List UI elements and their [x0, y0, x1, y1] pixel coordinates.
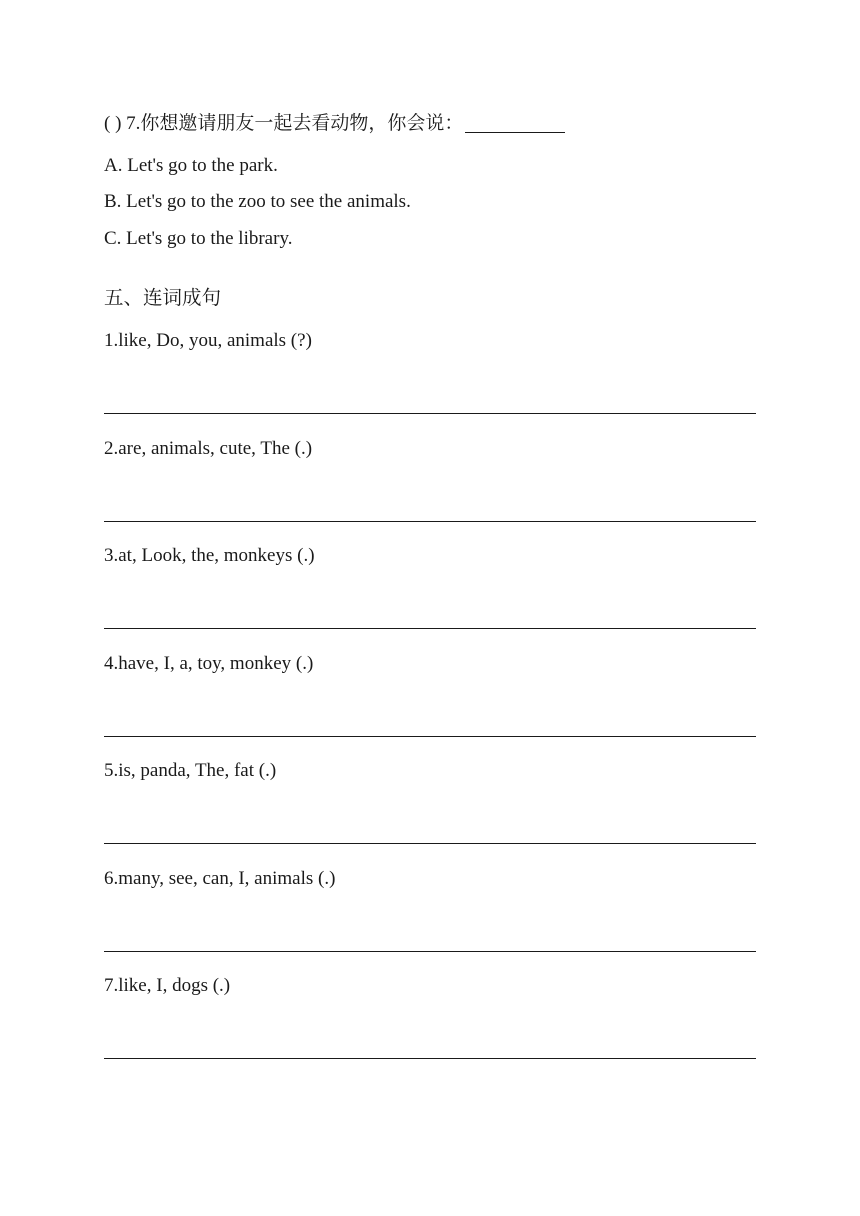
answer-line[interactable] — [104, 843, 756, 844]
section-title: 五、连词成句 — [104, 286, 222, 309]
item-prompt: 3.at, Look, the, monkeys (.) — [104, 545, 315, 566]
item-prompt: 2.are, animals, cute, The (.) — [104, 438, 313, 459]
question-7 — [104, 108, 565, 139]
sentence-item-6 — [104, 866, 756, 974]
item-prompt: 4.have, I, a, toy, monkey (.) — [104, 653, 314, 674]
option-c: C. Let's go to the library. — [104, 228, 293, 249]
sentence-item-1 — [104, 328, 756, 436]
answer-line[interactable] — [104, 628, 756, 629]
answer-line[interactable] — [104, 1058, 756, 1059]
question-text: 你想邀请朋友一起去看动物，你会说： — [140, 112, 464, 134]
item-prompt: 7.like, I, dogs (.) — [104, 975, 231, 996]
item-prompt: 1.like, Do, you, animals (?) — [104, 330, 312, 351]
option-a: A. Let's go to the park. — [104, 155, 278, 176]
sentence-item-2 — [104, 436, 756, 544]
option-b: B. Let's go to the zoo to see the animals. — [104, 191, 411, 212]
sentence-item-4 — [104, 651, 756, 759]
answer-line[interactable] — [104, 736, 756, 737]
answer-line[interactable] — [104, 521, 756, 522]
answer-blank[interactable] — [465, 110, 565, 133]
answer-line[interactable] — [104, 951, 756, 952]
sentence-item-3 — [104, 543, 756, 651]
answer-parentheses[interactable]: ( ) — [104, 113, 122, 134]
item-prompt: 6.many, see, can, I, animals (.) — [104, 868, 336, 889]
sentence-item-5 — [104, 758, 756, 866]
item-prompt: 5.is, panda, The, fat (.) — [104, 760, 277, 781]
question-number: 7. — [126, 113, 141, 134]
sentence-item-7 — [104, 973, 756, 1081]
answer-line[interactable] — [104, 413, 756, 414]
